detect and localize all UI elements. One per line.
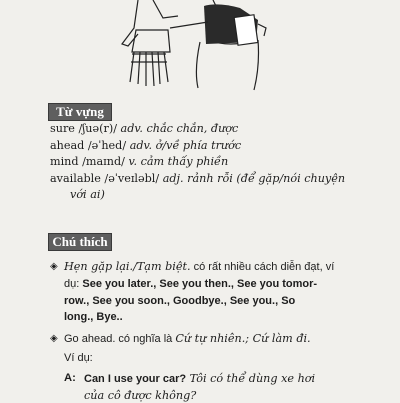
illustration (108, 0, 278, 92)
vocab-pos: v. (128, 155, 138, 168)
note-example: See you later., See you then., See you tomor- (82, 277, 318, 290)
vocab-ipa: /ʃuə(r)/ (78, 122, 117, 135)
dialogue-question: Can I use your car? (84, 372, 187, 385)
vocab-item (50, 154, 385, 171)
diamond-bullet-icon: ◈ (50, 333, 58, 345)
vocab-word: mind (50, 155, 79, 168)
vocab-word: sure (50, 122, 75, 135)
dialogue-translation: Tôi có thể dùng xe hơi (186, 371, 316, 385)
vocab-word: ahead (50, 138, 85, 152)
vocab-item (50, 138, 385, 155)
diamond-bullet-icon: ◈ (50, 261, 58, 272)
vocab-word: available (50, 171, 101, 185)
note-example: row., See you soon., Goodbye., See you., So (64, 294, 296, 307)
vocab-ipa: /maɪnd/ (82, 155, 125, 168)
vocab-section-label: Từ vựng (48, 103, 112, 121)
vocab-item (50, 171, 385, 188)
vocab-meaning: rảnh rỗi (để gặp/nói chuyện (187, 171, 346, 185)
vocab-pos: adv. (129, 138, 153, 152)
note-text: có nghĩa là (115, 333, 176, 346)
note-phrase: Hẹn gặp lại./Tạm biệt. (64, 260, 191, 273)
note-text: dụ: (64, 277, 83, 290)
vocab-meaning: cảm thấy phiền (140, 155, 229, 168)
notes-list (50, 259, 385, 403)
dialogue-speaker: A: (64, 371, 76, 384)
example-label: Ví dụ: (64, 351, 93, 364)
dialogue-translation: của cô được không? (84, 388, 197, 402)
note-example: long., Bye.. (64, 311, 123, 324)
vocab-list (50, 121, 385, 204)
vocab-meaning: ở/về phía trước (155, 138, 242, 152)
notes-section-label: Chú thích (48, 233, 112, 251)
note-text: có rất nhiều cách diễn đạt, ví (190, 261, 335, 273)
vocab-item (50, 121, 385, 138)
note-meaning: Cứ tự nhiên.; Cứ làm đi. (175, 332, 311, 346)
note-phrase: Go ahead. (64, 333, 116, 346)
vocab-meaning: chắc chắn, được (146, 122, 239, 135)
note-item (50, 331, 385, 348)
vocab-pos: adj. (162, 171, 184, 185)
vocab-meaning-continued: với ai) (70, 188, 105, 201)
vocab-ipa: /əˈveɪləbl/ (104, 171, 160, 185)
vocab-ipa: /əˈhed/ (87, 138, 127, 152)
vocab-pos: adv. (120, 122, 143, 135)
note-item (50, 259, 385, 326)
dialogue-line (50, 371, 385, 403)
